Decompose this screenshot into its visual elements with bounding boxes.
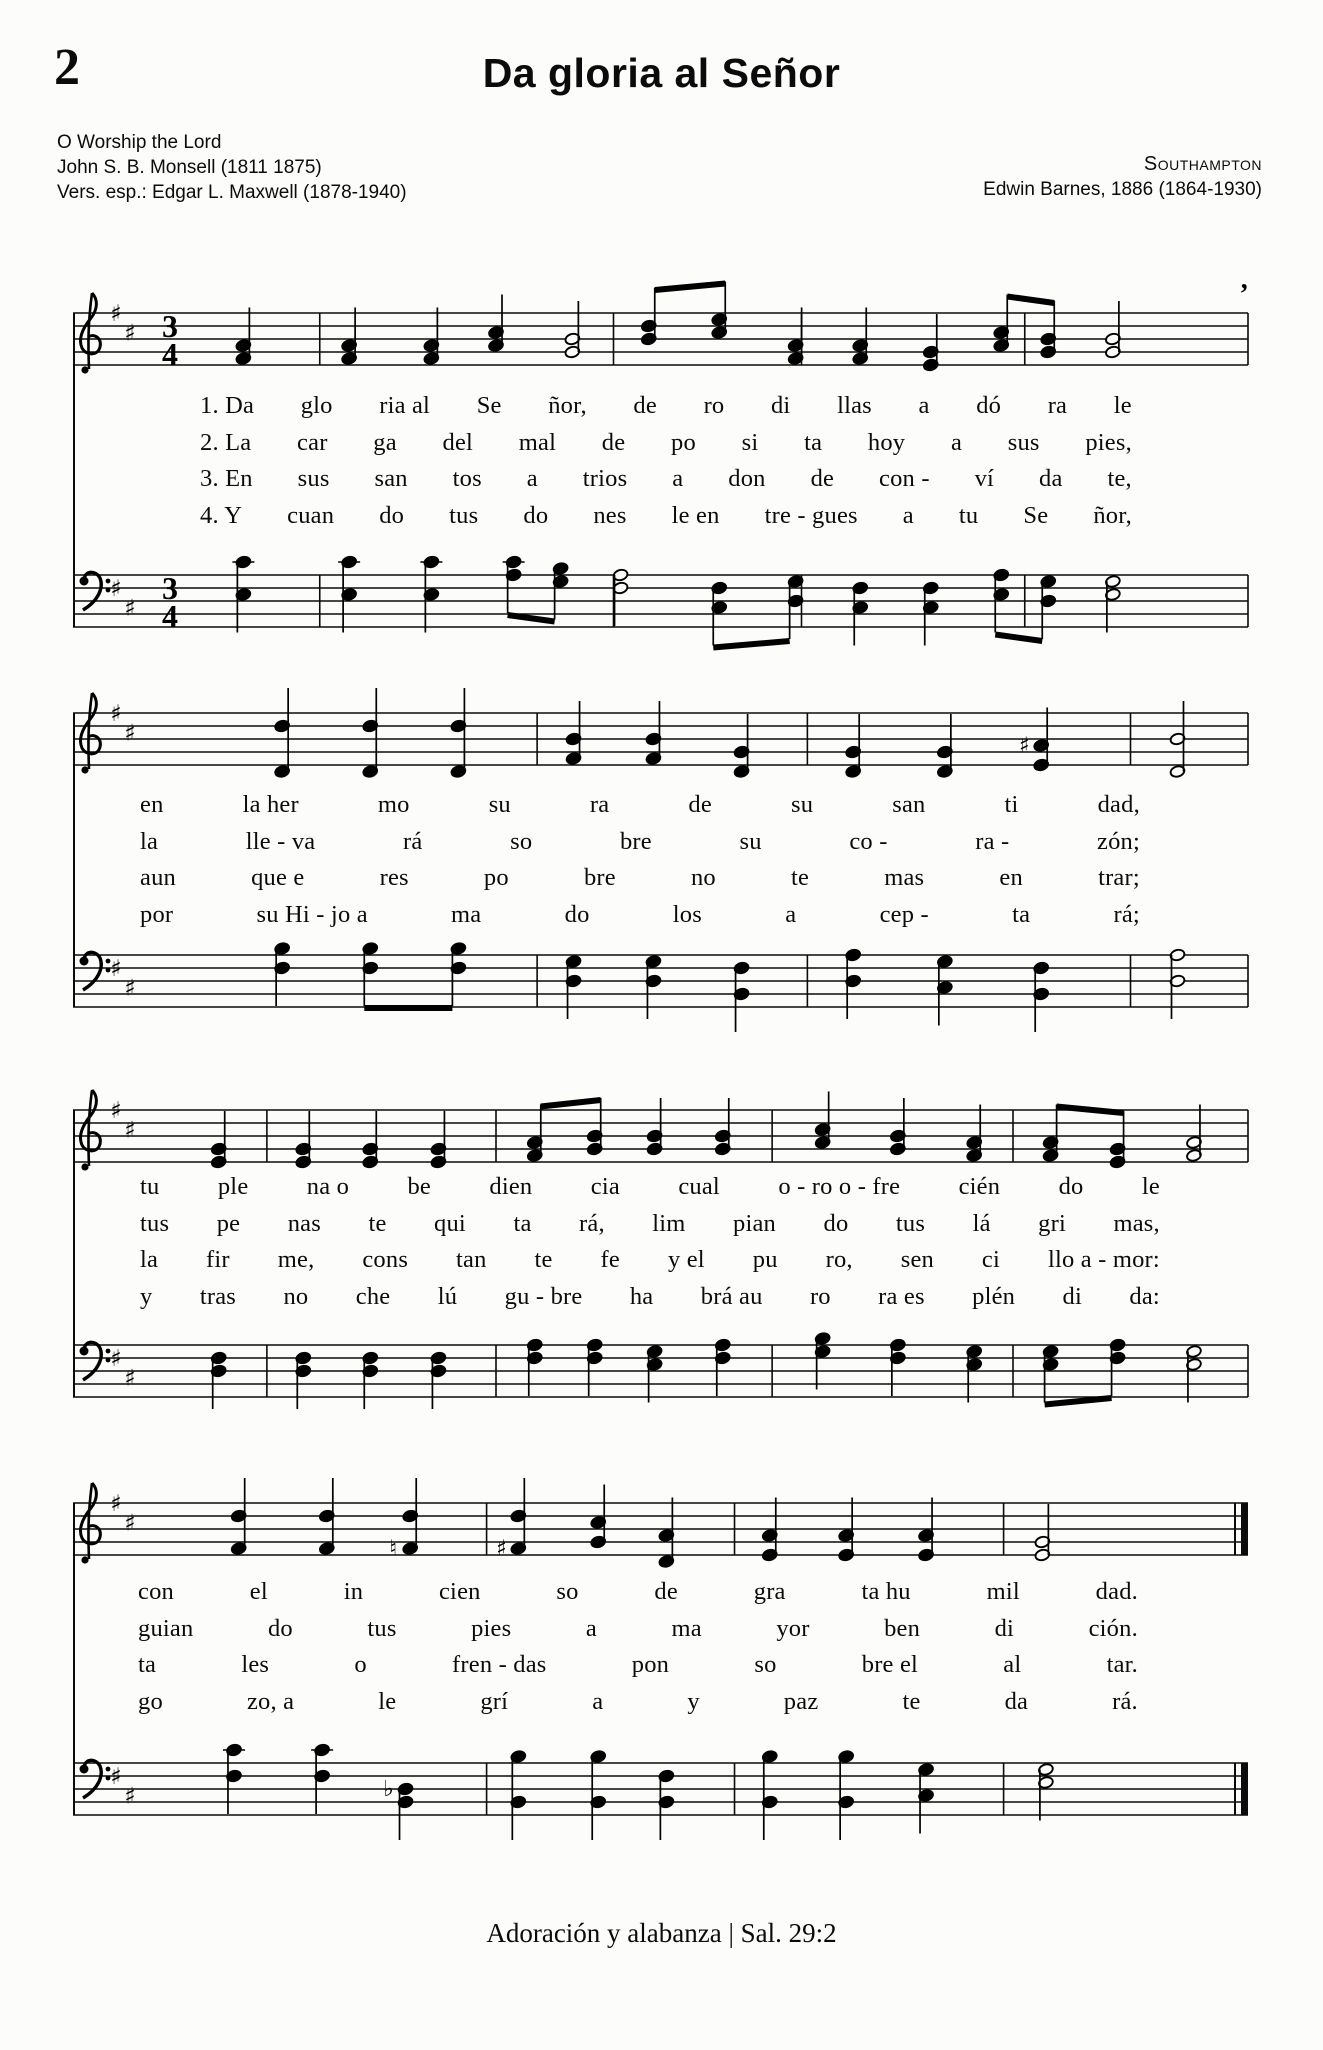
lyric-syllable: su <box>488 791 511 818</box>
lyric-syllable: por <box>140 900 174 928</box>
lyric-syllable: y el <box>667 1246 705 1273</box>
lyric-row-verse-4 <box>140 901 1140 938</box>
lyric-syllable: do <box>379 501 405 529</box>
lyric-syllable: ción. <box>1088 1614 1138 1642</box>
eighth-beam <box>1007 297 1054 304</box>
lyric-syllable: che <box>355 1282 391 1310</box>
lyric-syllable: dad. <box>1095 1578 1138 1605</box>
eighth-beam <box>541 1100 601 1107</box>
key-signature-sharp-icon: ♯ <box>124 320 136 347</box>
lyric-syllable: le <box>1113 392 1132 419</box>
lyric-syllable: ro <box>703 392 725 419</box>
accidental-icon: ♭ <box>383 1777 394 1802</box>
lyric-syllable: o <box>354 1651 367 1678</box>
time-signature-bottom: 4 <box>162 598 178 634</box>
lyric-row-verse-1 <box>140 1173 1160 1210</box>
lyric-syllable: a <box>585 1614 597 1642</box>
lyric-syllable: la <box>140 827 159 855</box>
lyric-syllable: zo, a <box>246 1687 295 1715</box>
lyrics-system-2 <box>140 791 1140 937</box>
treble-clef-icon <box>88 1483 92 1559</box>
lyric-syllable: di <box>770 392 791 419</box>
lyric-syllable: glo <box>300 392 333 419</box>
lyric-syllable: bre <box>583 864 616 891</box>
lyric-row-verse-4 <box>138 1688 1138 1725</box>
lyric-syllable: 4. Y <box>200 501 243 529</box>
lyric-row-verse-4 <box>200 502 1132 539</box>
lyric-syllable: al <box>1003 1651 1022 1678</box>
lyric-syllable: plén <box>972 1282 1016 1310</box>
lyric-syllable: nes <box>593 501 627 529</box>
lyric-syllable: les <box>241 1651 270 1678</box>
accidental-icon: ♯ <box>495 1536 507 1562</box>
lyric-syllable: mo <box>377 791 410 818</box>
lyric-syllable: con <box>138 1578 174 1605</box>
lyric-syllable: cep - <box>879 900 929 928</box>
lyric-syllable: lú <box>437 1282 458 1310</box>
bass-staff-system-2 <box>58 925 1263 1075</box>
lyric-syllable: dó <box>976 392 1002 419</box>
lyric-syllable: pies <box>471 1614 512 1642</box>
treble-clef-icon <box>88 693 92 769</box>
lyric-syllable: le en <box>671 501 720 529</box>
lyric-syllable: ra <box>1047 392 1068 419</box>
lyric-syllable: me, <box>277 1246 315 1273</box>
key-signature-sharp-icon: ♯ <box>110 1346 122 1372</box>
bass-clef-icon <box>83 1760 101 1798</box>
lyrics-system-4 <box>138 1578 1138 1724</box>
lyric-syllable: do <box>564 900 590 928</box>
lyric-syllable: mas, <box>1113 1209 1160 1237</box>
lyric-syllable: te <box>368 1209 387 1237</box>
lyric-syllable: en <box>999 864 1023 891</box>
lyric-syllable: sus <box>1007 428 1040 456</box>
lyric-syllable: el <box>249 1578 268 1605</box>
lyric-syllable: sen <box>900 1246 934 1273</box>
lyric-syllable: tus <box>895 1209 926 1237</box>
lyric-syllable: lá <box>972 1209 991 1237</box>
lyric-syllable: ben <box>884 1614 921 1642</box>
lyric-syllable: san <box>374 465 408 492</box>
eighth-beam <box>713 641 789 648</box>
lyric-syllable: te <box>902 1687 921 1715</box>
final-barline-thick <box>1241 1763 1248 1815</box>
lyric-syllable: lle - va <box>245 827 316 855</box>
lyric-syllable: ví <box>974 465 995 492</box>
attribution-right <box>983 151 1262 203</box>
lyric-syllable: ra <box>589 791 610 818</box>
lyric-syllable: de <box>633 392 657 419</box>
lyric-syllable: trar; <box>1098 864 1140 891</box>
lyric-syllable: do <box>823 1209 849 1237</box>
key-signature-sharp-icon: ♯ <box>110 1098 122 1124</box>
lyric-syllable: tu <box>140 1173 160 1200</box>
page-title: Da gloria al Señor <box>482 50 841 96</box>
treble-clef-icon <box>81 366 88 373</box>
lyric-syllable: paz <box>783 1687 819 1715</box>
lyric-syllable: ria al <box>379 392 431 419</box>
lyric-syllable: ta <box>1012 900 1031 928</box>
author-line: John S. B. Monsell (1811 1875) <box>57 157 322 178</box>
lyric-syllable: en <box>140 791 164 818</box>
lyric-syllable: cien <box>438 1578 481 1605</box>
accidental-icon: ♯ <box>1018 733 1030 759</box>
lyric-syllable: bre <box>619 827 652 855</box>
time-signature-top: 3 <box>162 308 178 344</box>
lyric-syllable: a <box>902 501 914 529</box>
lyric-syllable: la <box>140 1246 159 1273</box>
lyric-syllable: da: <box>1129 1282 1160 1310</box>
lyric-syllable: gu - bre <box>504 1282 583 1310</box>
lyric-syllable: la her <box>242 791 299 818</box>
lyric-syllable: los <box>672 900 702 928</box>
bass-clef-icon <box>83 572 101 610</box>
original-title: O Worship the Lord <box>57 132 222 153</box>
lyric-syllable: po <box>483 864 509 891</box>
lyric-syllable: y <box>687 1687 700 1715</box>
lyric-syllable: so <box>510 827 533 855</box>
lyric-row-verse-2 <box>200 429 1132 466</box>
lyric-syllable: cuan <box>287 501 335 529</box>
lyrics-system-1 <box>200 392 1132 538</box>
lyric-syllable: cia <box>590 1173 620 1200</box>
lyrics-system-3 <box>140 1173 1160 1319</box>
lyric-syllable: res <box>379 864 409 891</box>
lyric-syllable: cual <box>678 1173 720 1200</box>
lyric-syllable: ti <box>1004 791 1019 818</box>
tune-name: Southampton <box>1143 153 1262 175</box>
lyric-syllable: trios <box>582 465 628 492</box>
lyric-syllable: rá. <box>1112 1687 1138 1715</box>
composer-line: Edwin Barnes, 1886 (1864-1930) <box>983 179 1262 200</box>
treble-clef-icon <box>88 293 92 369</box>
lyric-syllable: ra - <box>975 827 1010 855</box>
lyric-syllable: fe <box>600 1246 620 1273</box>
lyric-syllable: de <box>810 465 835 492</box>
key-signature-sharp-icon: ♯ <box>124 1365 136 1392</box>
lyric-syllable: ro <box>809 1282 831 1310</box>
accidental-icon: ♮ <box>389 1536 398 1562</box>
lyric-syllable: de <box>601 428 626 456</box>
lyric-syllable: le <box>378 1687 397 1715</box>
lyric-syllable: grí <box>480 1687 509 1715</box>
lyric-syllable: gri <box>1038 1209 1066 1237</box>
lyric-syllable: da <box>1039 465 1063 492</box>
lyric-syllable: a <box>918 392 930 419</box>
lyric-syllable: Se <box>476 392 502 419</box>
lyric-syllable: no <box>283 1282 309 1310</box>
lyric-syllable: so <box>754 1651 777 1678</box>
lyric-row-verse-2 <box>140 828 1140 865</box>
lyric-syllable: hoy <box>867 428 906 456</box>
lyric-syllable: rá <box>403 827 423 855</box>
lyric-syllable: llas <box>837 392 872 419</box>
lyric-syllable: tos <box>452 465 482 492</box>
lyric-syllable: tan <box>456 1246 487 1273</box>
key-signature-sharp-icon: ♯ <box>124 1117 136 1144</box>
lyric-syllable: de <box>688 791 712 818</box>
bass-staff-system-4 <box>58 1733 1263 1883</box>
lyric-syllable: car <box>297 428 328 456</box>
lyric-syllable: a <box>526 465 538 492</box>
lyric-syllable: do <box>267 1614 293 1642</box>
lyric-syllable: tar. <box>1106 1651 1138 1678</box>
lyric-syllable: mas <box>884 864 925 891</box>
lyric-syllable: na o <box>306 1173 350 1200</box>
lyric-syllable: don <box>728 465 766 492</box>
lyric-syllable: y <box>140 1282 153 1310</box>
lyric-syllable: co - <box>849 827 888 855</box>
lyric-syllable: su <box>739 827 762 855</box>
lyric-syllable: cons <box>362 1246 409 1273</box>
lyric-syllable: mal <box>518 428 557 456</box>
lyric-row-verse-1 <box>200 392 1132 429</box>
lyric-syllable: ro, <box>825 1246 853 1273</box>
lyric-syllable: do <box>1058 1173 1084 1200</box>
lyric-row-verse-1 <box>140 791 1140 828</box>
key-signature-sharp-icon: ♯ <box>110 301 122 327</box>
lyric-syllable: ple <box>217 1173 249 1200</box>
lyric-syllable: ra es <box>878 1282 925 1310</box>
key-signature-sharp-icon: ♯ <box>110 1764 122 1790</box>
lyric-row-verse-3 <box>140 864 1140 901</box>
key-signature-sharp-icon: ♯ <box>124 595 136 622</box>
treble-clef-icon <box>81 1163 88 1170</box>
lyric-syllable: mil <box>986 1578 1020 1605</box>
lyric-syllable: tre - gues <box>764 501 858 529</box>
bass-clef-icon <box>83 952 101 990</box>
treble-clef-icon <box>88 1090 92 1166</box>
treble-clef-icon <box>81 766 88 773</box>
lyric-syllable: fren - das <box>452 1651 547 1678</box>
lyric-syllable: pian <box>733 1209 777 1237</box>
hymn-number: 2 <box>54 39 80 96</box>
lyric-syllable: pies, <box>1085 428 1132 456</box>
eighth-beam <box>1057 1107 1124 1114</box>
lyric-syllable: go <box>138 1687 163 1715</box>
lyric-syllable: cién <box>958 1173 1001 1200</box>
lyric-syllable: 1. Da <box>200 392 255 419</box>
lyric-syllable: pe <box>216 1209 241 1237</box>
lyric-syllable: lim <box>652 1209 686 1237</box>
lyric-syllable: a <box>950 428 963 456</box>
lyric-syllable: brá au <box>700 1282 763 1310</box>
eighth-beam <box>995 635 1042 642</box>
lyric-syllable: be <box>407 1173 432 1200</box>
lyric-syllable: do <box>523 501 549 529</box>
lyric-row-verse-3 <box>140 1246 1160 1283</box>
lyric-row-verse-1 <box>138 1578 1138 1615</box>
lyric-row-verse-3 <box>138 1651 1138 1688</box>
time-signature-bottom: 4 <box>162 336 178 372</box>
translator-line: Vers. esp.: Edgar L. Maxwell (1878-1940) <box>57 182 407 203</box>
lyric-syllable: 2. La <box>200 428 252 456</box>
key-signature-sharp-icon: ♯ <box>110 956 122 982</box>
lyric-syllable: le <box>1141 1173 1160 1200</box>
lyric-syllable: su <box>790 791 814 818</box>
lyric-syllable: aun <box>140 864 176 891</box>
eighth-beam <box>508 615 555 622</box>
attribution-left <box>57 130 407 205</box>
lyric-syllable: ha <box>629 1282 654 1310</box>
lyric-syllable: tus <box>367 1614 397 1642</box>
lyric-syllable: del <box>442 428 474 456</box>
treble-clef-icon <box>81 1556 88 1563</box>
lyric-syllable: ci <box>981 1246 1001 1273</box>
lyric-syllable: Se <box>1023 501 1049 529</box>
lyric-row-verse-2 <box>138 1615 1138 1652</box>
lyric-syllable: zón; <box>1097 827 1140 855</box>
final-barline-thick <box>1241 1503 1248 1555</box>
lyric-syllable: si <box>741 428 759 456</box>
lyric-syllable: di <box>994 1614 1015 1642</box>
lyric-syllable: pon <box>631 1651 670 1678</box>
eighth-beam <box>1045 1398 1112 1405</box>
lyric-syllable: yor <box>776 1614 810 1642</box>
lyric-syllable: llo a - mor: <box>1047 1246 1160 1273</box>
key-signature-sharp-icon: ♯ <box>124 975 136 1002</box>
bass-staff-system-3 <box>58 1315 1263 1465</box>
lyric-syllable: nas <box>287 1209 321 1237</box>
lyric-syllable: dad, <box>1097 791 1140 818</box>
lyric-syllable: di <box>1062 1282 1082 1310</box>
lyric-syllable: in <box>343 1578 364 1605</box>
lyric-syllable: a <box>672 465 684 492</box>
lyric-syllable: que e <box>251 864 305 891</box>
lyric-syllable: ma <box>671 1614 702 1642</box>
eighth-beam <box>655 284 726 291</box>
lyric-syllable: con - <box>879 465 930 492</box>
lyric-syllable: so <box>556 1578 579 1605</box>
bass-clef-icon <box>83 1342 101 1380</box>
lyric-row-verse-4 <box>140 1283 1160 1320</box>
lyric-syllable: ta hu <box>861 1578 911 1605</box>
lyric-syllable: te, <box>1107 465 1132 492</box>
lyric-syllable: te <box>790 864 810 891</box>
lyric-syllable: bre el <box>861 1651 919 1678</box>
key-signature-sharp-icon: ♯ <box>110 576 122 602</box>
lyric-syllable: ta <box>513 1209 532 1237</box>
lyric-syllable: fir <box>206 1246 230 1273</box>
lyric-syllable: ma <box>451 900 482 928</box>
lyric-syllable: tus <box>140 1209 170 1237</box>
key-signature-sharp-icon: ♯ <box>124 1783 136 1810</box>
lyric-syllable: dien <box>489 1173 533 1200</box>
lyric-syllable: a <box>785 900 797 928</box>
lyric-syllable: no <box>690 864 716 891</box>
lyric-syllable: 3. En <box>200 465 253 492</box>
lyric-syllable: ñor, <box>1093 501 1132 529</box>
lyric-syllable: rá, <box>579 1209 605 1237</box>
lyric-syllable: ta <box>138 1651 157 1678</box>
key-signature-sharp-icon: ♯ <box>110 701 122 727</box>
lyric-syllable: ga <box>373 428 397 456</box>
lyric-syllable: pu <box>752 1246 778 1273</box>
category-footer: Adoración y alabanza | Sal. 29:2 <box>486 1918 837 1948</box>
lyric-row-verse-3 <box>200 465 1132 502</box>
lyric-syllable: po <box>671 428 696 456</box>
lyric-syllable: te <box>534 1246 553 1273</box>
lyric-syllable: o - ro o - fre <box>778 1173 901 1200</box>
lyric-syllable: qui <box>434 1209 466 1237</box>
lyric-syllable: tras <box>199 1282 237 1310</box>
lyric-syllable: su Hi - jo a <box>256 900 368 928</box>
lyric-syllable: guian <box>138 1614 194 1642</box>
lyric-syllable: ta <box>804 428 823 456</box>
lyric-syllable: san <box>892 791 926 818</box>
lyric-syllable: sus <box>297 465 330 492</box>
lyric-syllable: ñor, <box>548 392 587 419</box>
time-signature-top: 3 <box>162 570 178 606</box>
lyric-row-verse-2 <box>140 1210 1160 1247</box>
breath-mark-icon: ’ <box>1239 279 1249 310</box>
key-signature-sharp-icon: ♯ <box>110 1491 122 1517</box>
lyric-syllable: a <box>592 1687 604 1715</box>
key-signature-sharp-icon: ♯ <box>124 1510 136 1537</box>
lyric-syllable: tu <box>958 501 979 529</box>
key-signature-sharp-icon: ♯ <box>124 720 136 747</box>
lyric-syllable: da <box>1004 1687 1029 1715</box>
lyric-syllable: de <box>654 1578 678 1605</box>
lyric-syllable: rá; <box>1113 900 1140 928</box>
lyric-syllable: tus <box>449 501 479 529</box>
lyric-syllable: gra <box>753 1578 786 1605</box>
